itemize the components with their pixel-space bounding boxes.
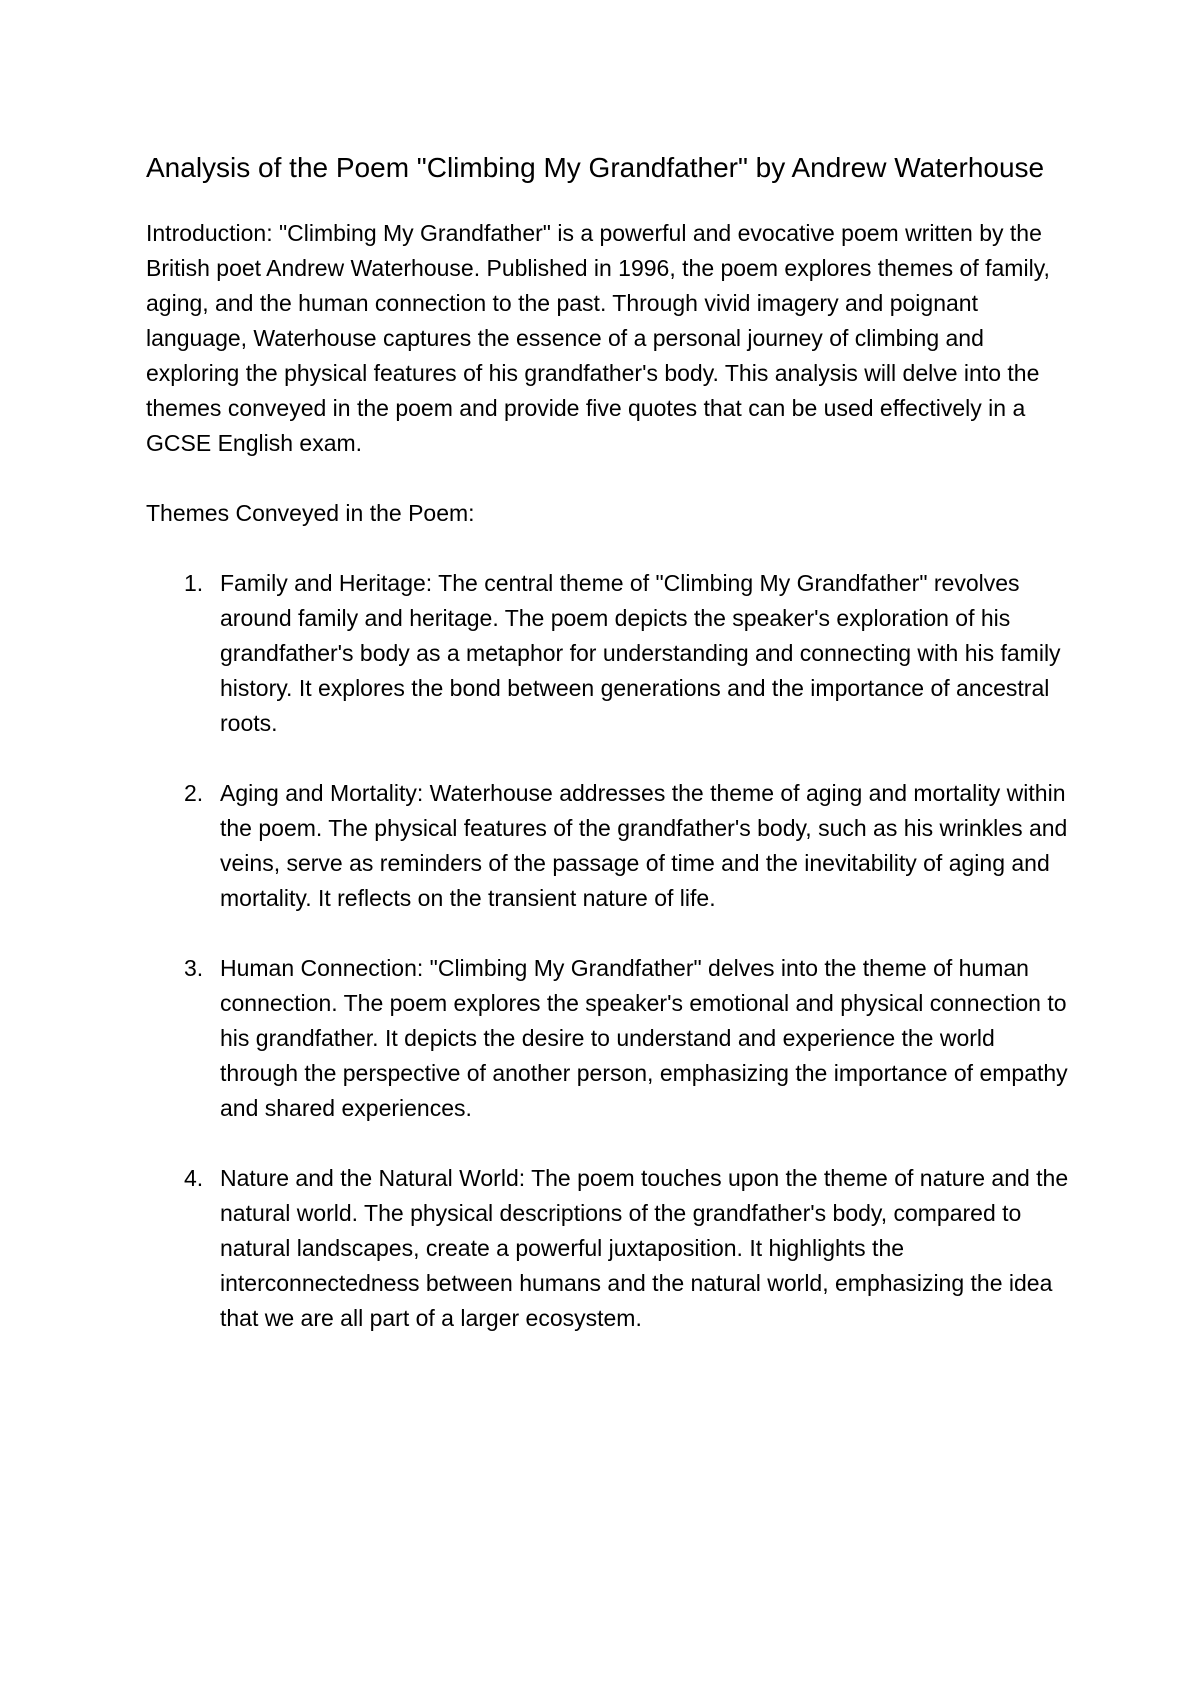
theme-text: Human Connection: "Climbing My Grandfather" delves into the theme of human connection. The poem explores the speaker's emotional and physical connection to his grandfather. It depicts the desire to understand and experience the world through the perspective of another person, emphasizing the importance of empathy and shared experiences. <box>220 955 1068 1121</box>
theme-item <box>146 951 1076 1126</box>
theme-item <box>146 1161 1076 1336</box>
theme-text: Aging and Mortality: Waterhouse addresses the theme of aging and mortality within the poem. The physical features of the grandfather's body, such as his wrinkles and veins, serve as reminders of the passage of time and the inevitability of aging and mortality. It reflects on the transient nature of life. <box>220 780 1068 911</box>
theme-number: 2. <box>184 780 204 806</box>
theme-number: 3. <box>184 955 204 981</box>
themes-heading: Themes Conveyed in the Poem: <box>146 500 475 526</box>
themes-list <box>146 566 1076 1336</box>
theme-item <box>146 776 1076 916</box>
theme-text: Family and Heritage: The central theme of "Climbing My Grandfather" revolves around family and heritage. The poem depicts the speaker's exploration of his grandfather's body as a metaphor for understanding and connecting with his family history. It explores the bond between generations and the importance of ancestral roots. <box>220 570 1061 736</box>
theme-text: Nature and the Natural World: The poem touches upon the theme of nature and the natural world. The physical descriptions of the grandfather's body, compared to natural landscapes, create a powerful juxtaposition. It highlights the interconnectedness between humans and the natural world, emphasizing the idea that we are all part of a larger ecosystem. <box>220 1165 1069 1331</box>
theme-item <box>146 566 1076 741</box>
introduction-paragraph: Introduction: "Climbing My Grandfather" is a powerful and evocative poem written by the British poet Andrew Waterhouse. Published in 1996, the poem explores themes of family, aging, and the human connection to the past. Through vivid imagery and poignant language, Waterhouse captures the essence of a personal journey of climbing and exploring the physical features of his grandfather's body. This analysis will delve into the themes conveyed in the poem and provide five quotes that can be used effectively in a GCSE English exam. <box>146 220 1050 456</box>
theme-number: 4. <box>184 1165 204 1191</box>
document-title: Analysis of the Poem "Climbing My Grandfather" by Andrew Waterhouse <box>146 152 1045 183</box>
theme-number: 1. <box>184 570 204 596</box>
document-content <box>146 148 1076 1371</box>
